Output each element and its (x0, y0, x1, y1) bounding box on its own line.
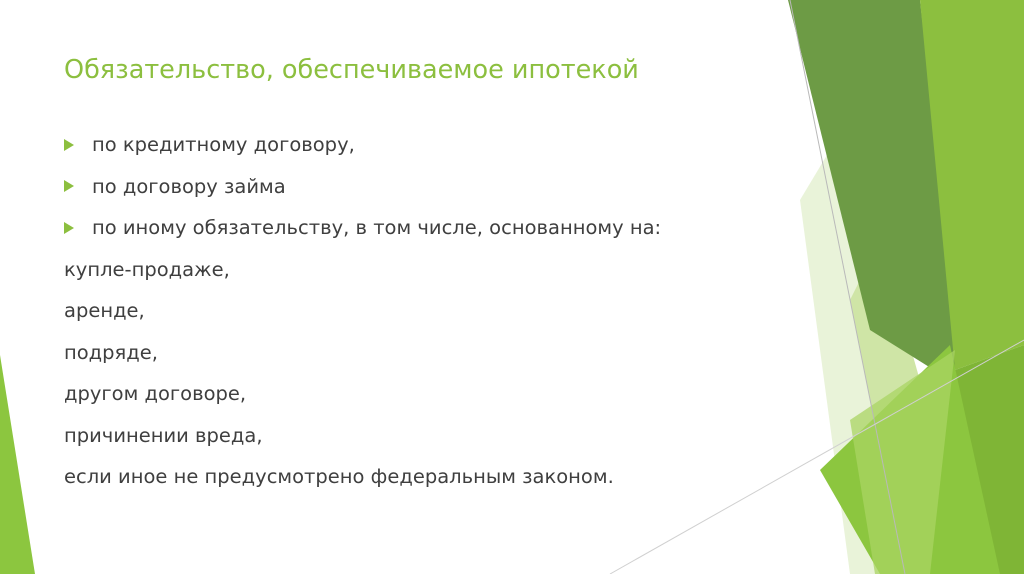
left-green-sliver (0, 355, 35, 574)
triangle-right-icon (64, 222, 74, 234)
bullet-item (64, 166, 784, 208)
triangle-right-icon (64, 180, 74, 192)
list-item: купле-продаже, (64, 257, 230, 281)
bullet-text: по кредитному договору, (92, 133, 355, 156)
list-item: подряде, (64, 340, 158, 364)
list-item: причинении вреда, (64, 423, 263, 447)
triangle-right-icon (64, 139, 74, 151)
bullet-item (64, 124, 784, 166)
list-item: аренде, (64, 299, 145, 322)
list-item: если иное не предусмотрено федеральным законом. (64, 465, 614, 488)
bullet-text: по договору займа (92, 174, 286, 198)
bullet-text: по иному обязательству, в том числе, основанному на: (92, 216, 662, 239)
slide-body (64, 124, 784, 498)
slide-title: Обязательство, обеспечиваемое ипотекой (64, 55, 639, 85)
bullet-item (64, 207, 784, 249)
list-item: другом договоре, (64, 382, 247, 405)
